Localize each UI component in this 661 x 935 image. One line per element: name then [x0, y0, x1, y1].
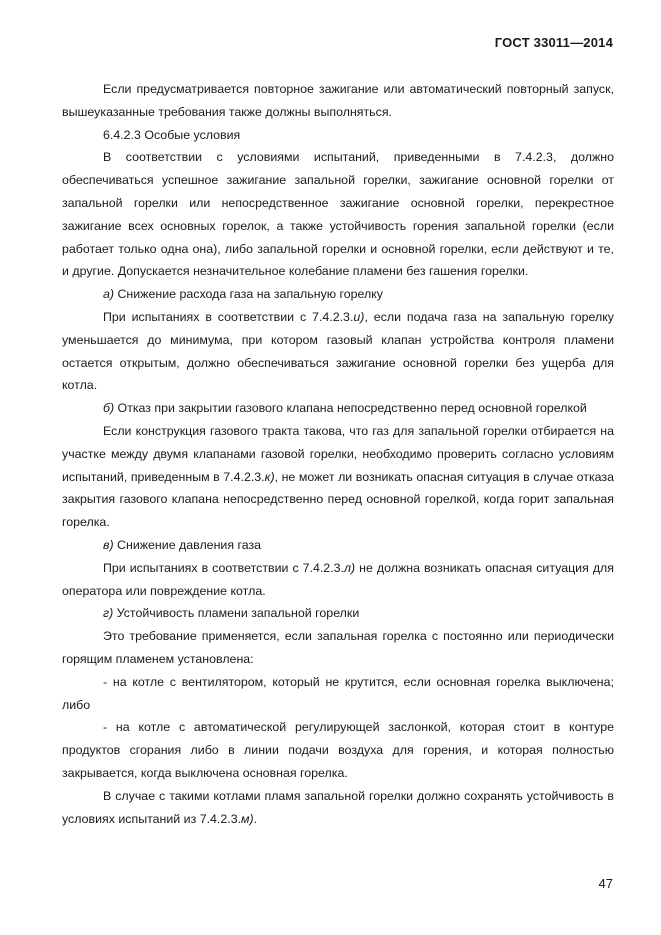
- list-item-damper: - на котле с автоматической регулирующей заслонкой, которая стоит в контуре продуктов сгорания либо в линии подачи воздуха для горения, и которая полностью закрывается, когда выключена основная горелка.: [62, 720, 614, 780]
- standard-designation: ГОСТ 33011—2014: [494, 35, 613, 50]
- paragraph-text: В случае с такими котлами пламя запальной горелки должно сохранять устойчивость в условиях испытаний из 7.4.2.3.: [62, 788, 614, 826]
- subsection-heading-b: [62, 397, 614, 420]
- subsection-heading-g: [62, 602, 614, 625]
- list-marker-b: б): [103, 401, 115, 416]
- list-marker-g: г): [103, 606, 114, 621]
- page-number: 47: [598, 876, 613, 891]
- paragraph-text: Если конструкция газового тракта такова, что газ для запальной горелки отбирается на участке между двумя клапанами газовой горелки, необходимо проверить согласно условиям испытаний, приведенным в 7.4.2.3.: [62, 423, 614, 484]
- paragraph-requirement-applies: Это требование применяется, если запальная горелка с постоянно или периодически горящим пламенем установлена:: [62, 629, 614, 666]
- paragraph-text: не должна возникать опасная ситуация для оператора или повреждение котла.: [62, 560, 614, 598]
- reference-item: и): [353, 309, 365, 324]
- section-heading-6-4-2-3: 6.4.2.3 Особые условия: [103, 127, 241, 142]
- list-item-fan: - на котле с вентилятором, который не крутится, если основная горелка выключена; либо: [62, 674, 614, 712]
- subsection-heading-a: [62, 283, 614, 306]
- paragraph-pressure-reduction: [62, 557, 614, 603]
- subsection-title-b: Отказ при закрытии газового клапана непосредственно перед основной горелкой: [114, 401, 587, 416]
- reference-item: л): [343, 560, 356, 575]
- paragraph-flame-stability: [62, 785, 614, 831]
- paragraph-text: .: [253, 811, 258, 826]
- subsection-heading-v: [62, 534, 614, 557]
- list-marker-v: в): [103, 537, 114, 552]
- paragraph-gas-flow-reduction: [62, 306, 614, 397]
- paragraph-valve-failure: [62, 420, 614, 534]
- document-body: [62, 78, 614, 830]
- paragraph-text: , если подача газа на запальную горелку уменьшается до минимума, при котором газовый клапан устройства контроля пламени остается открытым, должно обеспечиваться зажигание основной горелки без ущерба для котла.: [62, 309, 614, 393]
- paragraph-text: При испытаниях в соответствии с 7.4.2.3.: [103, 560, 344, 575]
- subsection-title-v: Снижение давления газа: [113, 537, 262, 552]
- subsection-title-a: Снижение расхода газа на запальную горелку: [114, 287, 383, 302]
- document-header: [495, 35, 613, 50]
- paragraph-repeat-ignition: Если предусматривается повторное зажигание или автоматический повторный запуск, вышеуказанные требования также должны выполняться.: [62, 82, 614, 119]
- subsection-title-g: Устойчивость пламени запальной горелки: [113, 606, 360, 621]
- list-marker-a: а): [103, 287, 115, 302]
- paragraph-text: , не может ли возникать опасная ситуация в случае отказа закрытия газового клапана непосредственно перед основной горелкой, когда горит запальная горелка.: [62, 469, 614, 530]
- reference-item: м): [241, 811, 254, 826]
- paragraph-text: При испытаниях в соответствии с 7.4.2.3.: [103, 309, 354, 324]
- paragraph-test-conditions: В соответствии с условиями испытаний, приведенными в 7.4.2.3, должно обеспечиваться успешное зажигание запальной горелки, зажигание основной горелки от запальной горелки или непосредственное зажигание основной горелки, перекрестное зажигание всех основных горелок, а также устойчивость горения запальной горелки (если работает только одна она), либо запальной горелки и основной горелки, если действуют и те, и другие. Допускается незначительное колебание пламени без гашения горелки.: [62, 150, 614, 279]
- reference-item: к): [264, 469, 275, 484]
